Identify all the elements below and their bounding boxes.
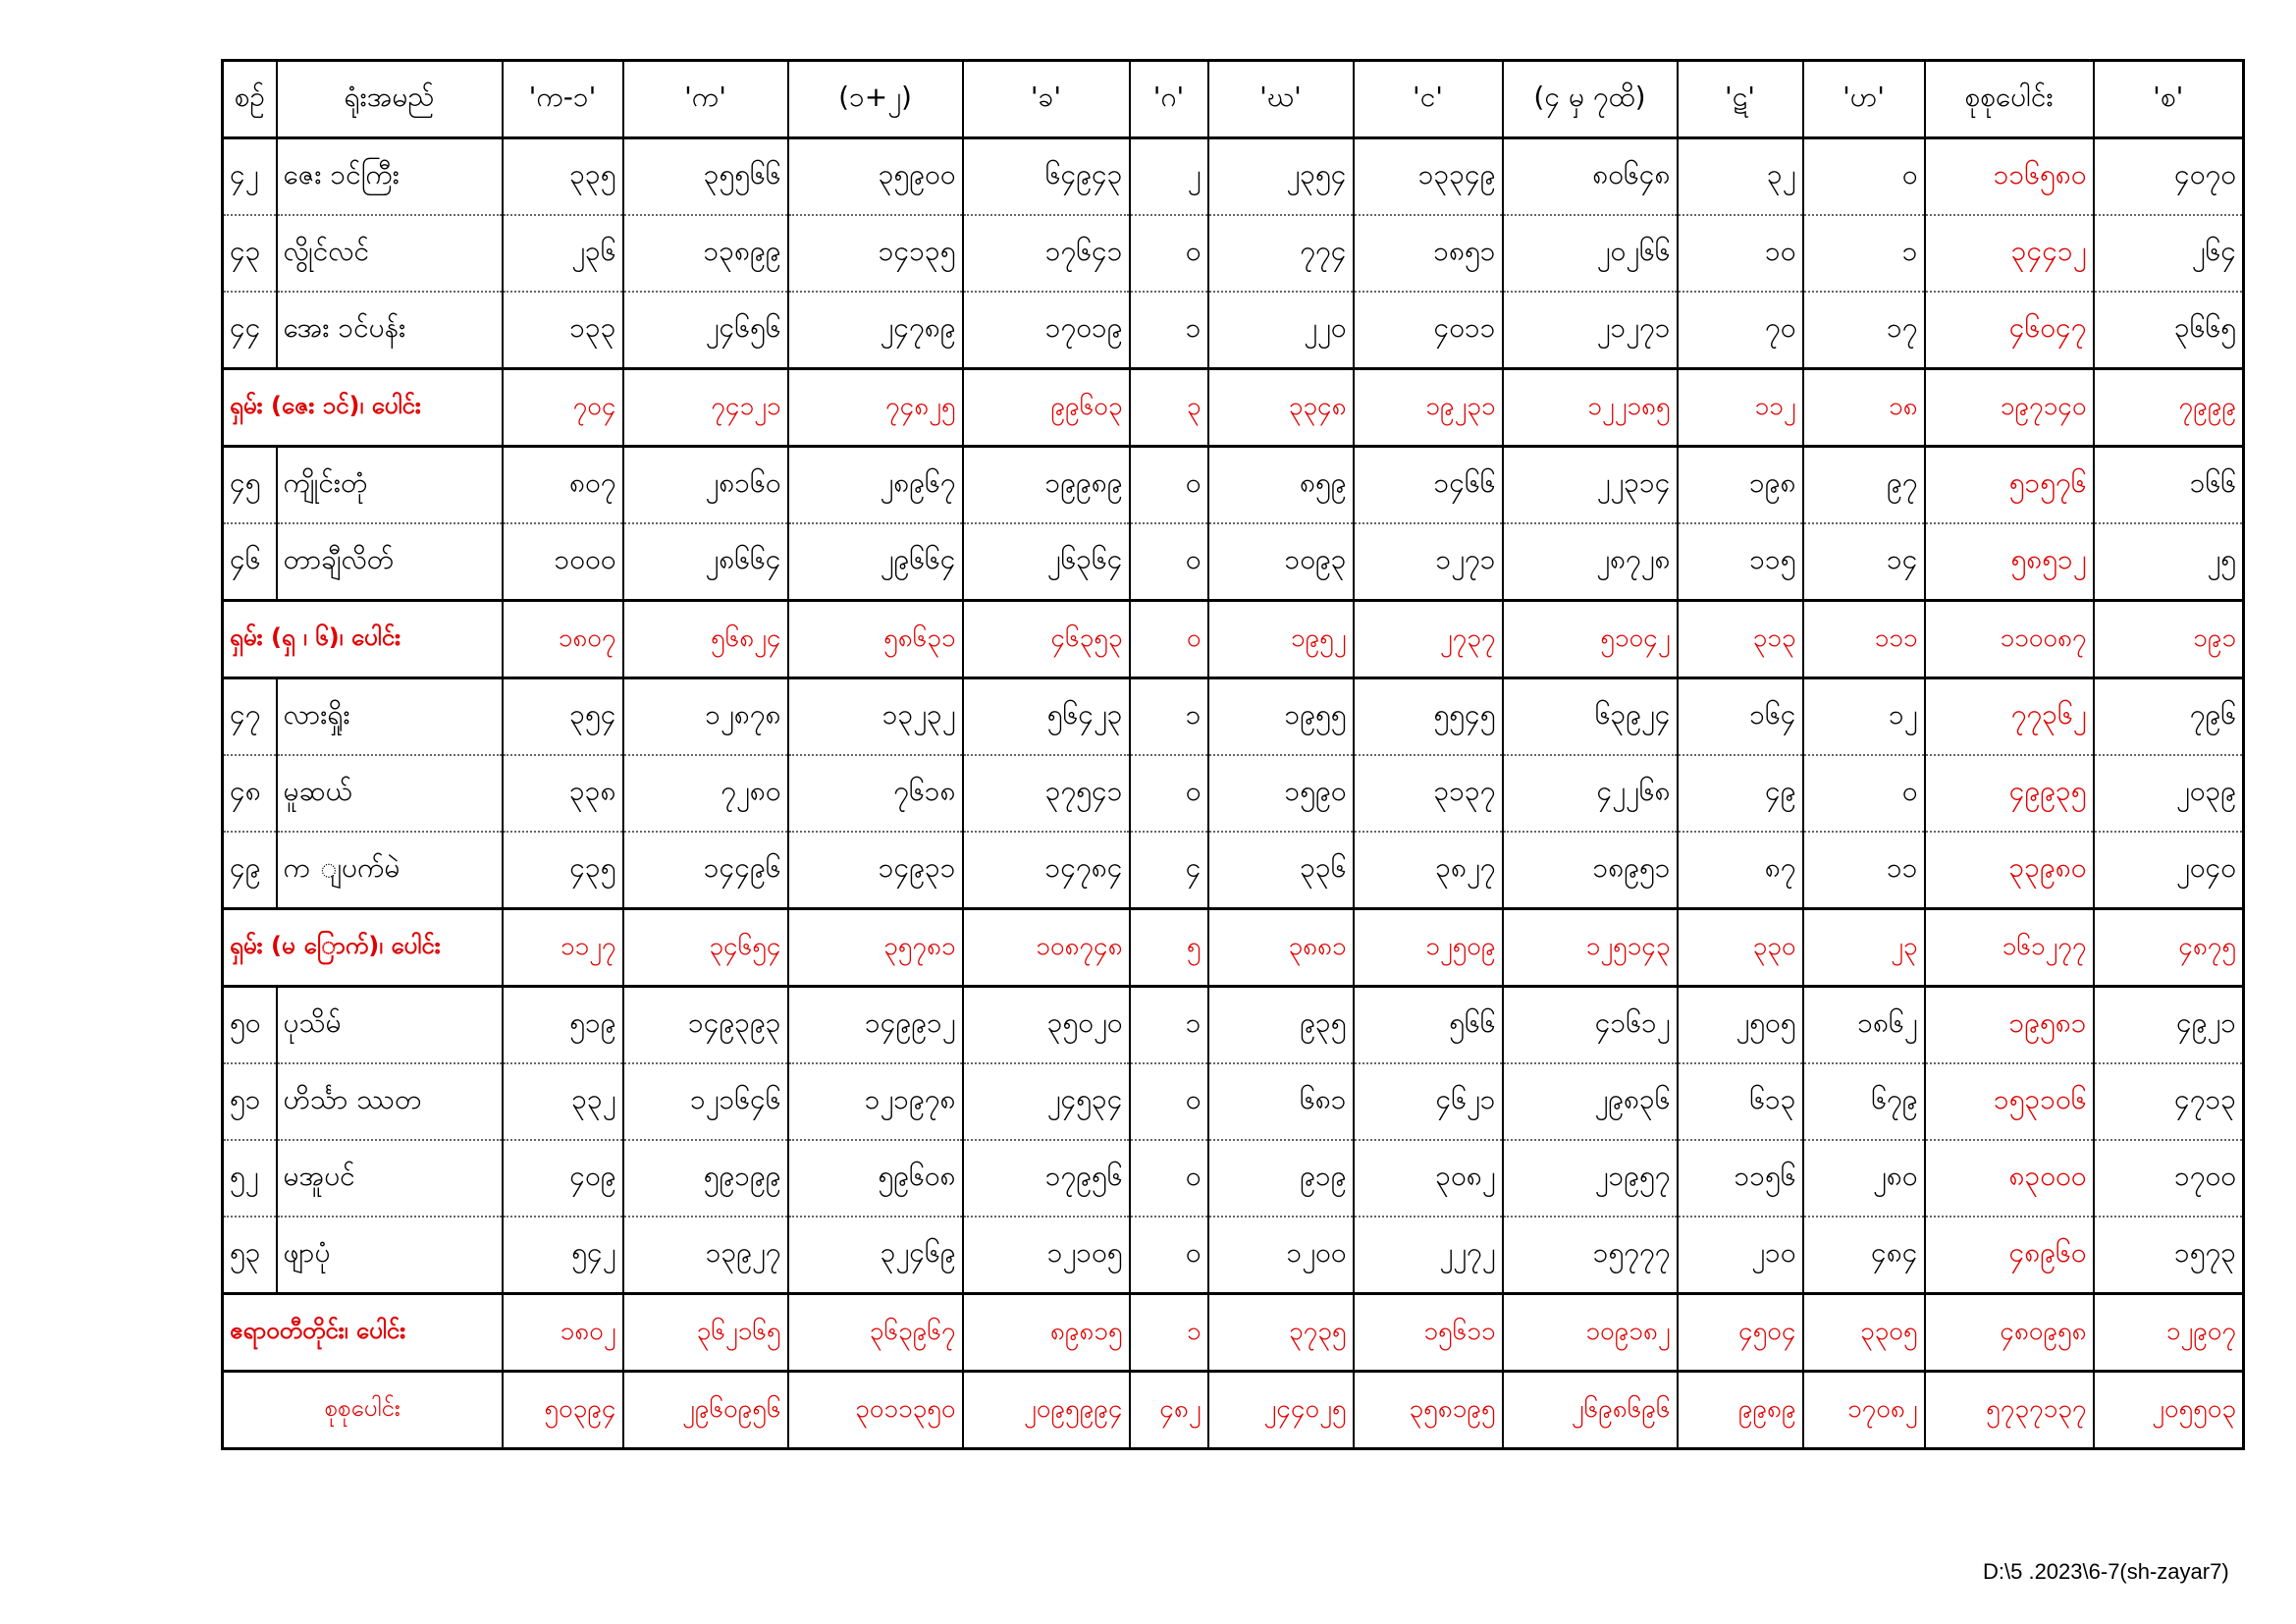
value-cell: ၁၂၅၀၉ <box>1354 909 1503 987</box>
value-cell: ၄၈၉၆၀ <box>1925 1217 2094 1294</box>
value-cell: ၁၈၆၂ <box>1803 987 1925 1064</box>
value-cell: ၁၈ <box>1803 369 1925 447</box>
value-cell: ၆၇၉ <box>1803 1063 1925 1140</box>
value-cell: ၇၄၁၂၁ <box>623 369 788 447</box>
value-cell: ၁၉၅၅ <box>1208 678 1354 756</box>
value-cell: ၄၉ <box>1678 755 1803 832</box>
value-cell: ၂၃၅၄ <box>1208 138 1354 216</box>
value-cell: ၂ <box>1130 138 1208 216</box>
value-cell: ၃၃၄၈ <box>1208 369 1354 447</box>
value-cell: ၃၈၈၁ <box>1208 909 1354 987</box>
value-cell: ၁၆၆ <box>2094 447 2244 524</box>
value-cell: ၁၁၂၇ <box>503 909 623 987</box>
office-name: မအူပင် <box>277 1140 503 1217</box>
value-cell: ၉၇ <box>1803 447 1925 524</box>
value-cell: ၀ <box>1130 755 1208 832</box>
value-cell: ၁၈၉၅၁ <box>1503 832 1678 909</box>
column-header: 'င' <box>1354 61 1503 138</box>
value-cell: ၁၀၉၁၈၂ <box>1503 1294 1678 1372</box>
office-name: တာချီလိတ် <box>277 523 503 601</box>
value-cell: ၁၅၇၃ <box>2094 1217 2244 1294</box>
value-cell: ၁၆၁၂၇၇ <box>1925 909 2094 987</box>
value-cell: ၁၂၀၀ <box>1208 1217 1354 1294</box>
office-name: မူဆယ် <box>277 755 503 832</box>
value-cell: ၅၁၅၇၆ <box>1925 447 2094 524</box>
value-cell: ၁၁၆၅၈၀ <box>1925 138 2094 216</box>
value-cell: ၁၀၀၀ <box>503 523 623 601</box>
value-cell: ၁၇၀၁၉ <box>963 292 1130 369</box>
value-cell: ၃၈၂၇ <box>1354 832 1503 909</box>
value-cell: ၅၆၈၂၄ <box>623 601 788 678</box>
value-cell: ၄၂၂၆၈ <box>1503 755 1678 832</box>
value-cell: ၆၄၉၄၃ <box>963 138 1130 216</box>
value-cell: ၈၀၇ <box>503 447 623 524</box>
value-cell: ၃၃၈ <box>503 755 623 832</box>
value-cell: ၉၉၈၉ <box>1678 1372 1803 1449</box>
value-cell: ၅၅၄၅ <box>1354 678 1503 756</box>
value-cell: ၈၅၉ <box>1208 447 1354 524</box>
value-cell: ၄၆၂၁ <box>1354 1063 1503 1140</box>
value-cell: ၈၇ <box>1678 832 1803 909</box>
grand-total-label: စုစုပေါင်း <box>223 1372 503 1449</box>
value-cell: ၂၈၇၂၈ <box>1503 523 1678 601</box>
value-cell: ၃၅၅၆၆ <box>623 138 788 216</box>
value-cell: ၆၁၃ <box>1678 1063 1803 1140</box>
table-row <box>223 678 2244 756</box>
value-cell: ၇၂၈၀ <box>623 755 788 832</box>
row-number: ၅၁ <box>223 1063 277 1140</box>
value-cell: ၄၉၂၁ <box>2094 987 2244 1064</box>
value-cell: ၁၂၇၁ <box>1354 523 1503 601</box>
value-cell: ၃၆၂၁၆၅ <box>623 1294 788 1372</box>
column-header: 'ဟ' <box>1803 61 1925 138</box>
value-cell: ၁၁ <box>1803 832 1925 909</box>
value-cell: ၁၄၉၉၁၂ <box>788 987 963 1064</box>
value-cell: ၁၃၉၂၇ <box>623 1217 788 1294</box>
subtotal-row <box>223 369 2244 447</box>
value-cell: ၁၀၉၃ <box>1208 523 1354 601</box>
value-cell: ၇၇၃၆၂ <box>1925 678 2094 756</box>
value-cell: ၁၅၆၁၁ <box>1354 1294 1503 1372</box>
value-cell: ၄၀၇၀ <box>2094 138 2244 216</box>
table-row <box>223 138 2244 216</box>
value-cell: ၇၉၆ <box>2094 678 2244 756</box>
value-cell: ၃၃၅ <box>503 138 623 216</box>
value-cell: ၂၀၃၉ <box>2094 755 2244 832</box>
value-cell: ၂၃၆ <box>503 215 623 292</box>
value-cell: ၂၆၉၈၆၉၆ <box>1503 1372 1678 1449</box>
value-cell: ၅၄၂ <box>503 1217 623 1294</box>
value-cell: ၃၆၆၅ <box>2094 292 2244 369</box>
value-cell: ၂၄၇၈၉ <box>788 292 963 369</box>
value-cell: ၃၃၀ <box>1678 909 1803 987</box>
column-header: 'စ' <box>2094 61 2244 138</box>
value-cell: ၁၄၄၉၆ <box>623 832 788 909</box>
value-cell: ၁၂၉၀၇ <box>2094 1294 2244 1372</box>
value-cell: ၄၆၀၄၇ <box>1925 292 2094 369</box>
value-cell: ၁၂၁၀၅ <box>963 1217 1130 1294</box>
value-cell: ၁ <box>1130 987 1208 1064</box>
value-cell: ၂၀၅၅၀၃ <box>2094 1372 2244 1449</box>
file-path-footer: D:\5 .2023\6-7(sh-zayar7) <box>1983 1559 2229 1584</box>
value-cell: ၉၃၅ <box>1208 987 1354 1064</box>
row-number: ၄၉ <box>223 832 277 909</box>
value-cell: ၁၅၃၁၀၆ <box>1925 1063 2094 1140</box>
value-cell: ၄၀၁၁ <box>1354 292 1503 369</box>
table-body <box>223 138 2244 1449</box>
value-cell: ၃၃၀၅ <box>1803 1294 1925 1372</box>
office-name: ဖျာပုံ <box>277 1217 503 1294</box>
office-name: လားရှိုး <box>277 678 503 756</box>
value-cell: ၅၉၆၀၈ <box>788 1140 963 1217</box>
value-cell: ၂၄၆၅၆ <box>623 292 788 369</box>
value-cell: ၆၈၁ <box>1208 1063 1354 1140</box>
value-cell: ၁၄၆၆ <box>1354 447 1503 524</box>
value-cell: ၄၇၁၃ <box>2094 1063 2244 1140</box>
value-cell: ၂၂၀ <box>1208 292 1354 369</box>
value-cell: ၁၇၆၄၁ <box>963 215 1130 292</box>
value-cell: ၅၈၅၁၂ <box>1925 523 2094 601</box>
column-header: (၄ မှ ၇ထိ) <box>1503 61 1678 138</box>
value-cell: ၀ <box>1130 1217 1208 1294</box>
value-cell: ၃၅၉၀၀ <box>788 138 963 216</box>
value-cell: ၄၈၀၉၅၈ <box>1925 1294 2094 1372</box>
value-cell: ၃၁၃ <box>1678 601 1803 678</box>
value-cell: ၉၉၆၀၃ <box>963 369 1130 447</box>
value-cell: ၇၇၄ <box>1208 215 1354 292</box>
value-cell: ၁၄၉၃၉၃ <box>623 987 788 1064</box>
value-cell: ၄၉၉၃၅ <box>1925 755 2094 832</box>
value-cell: ၇၀ <box>1678 292 1803 369</box>
value-cell: ၀ <box>1803 138 1925 216</box>
value-cell: ၃၇၃၅ <box>1208 1294 1354 1372</box>
value-cell: ၁၉၇၁၄၀ <box>1925 369 2094 447</box>
value-cell: ၃၃၉၈၀ <box>1925 832 2094 909</box>
column-header: စုစုပေါင်း <box>1925 61 2094 138</box>
value-cell: ၃၁၃၇ <box>1354 755 1503 832</box>
value-cell: ၁၉၉၈၉ <box>963 447 1130 524</box>
row-number: ၄၄ <box>223 292 277 369</box>
value-cell: ၂၈၀ <box>1803 1140 1925 1217</box>
value-cell: ၅၉၁၉၉ <box>623 1140 788 1217</box>
table-row <box>223 1217 2244 1294</box>
value-cell: ၄၀၉ <box>503 1140 623 1217</box>
row-number: ၄၅ <box>223 447 277 524</box>
value-cell: ၅၁၉ <box>503 987 623 1064</box>
column-header: 'က-၁' <box>503 61 623 138</box>
value-cell: ၅၈၆၃၁ <box>788 601 963 678</box>
value-cell: ၁၁၅ <box>1678 523 1803 601</box>
subtotal-row <box>223 1294 2244 1372</box>
table-row <box>223 292 2244 369</box>
column-header: 'က' <box>623 61 788 138</box>
value-cell: ၁၇၉၅၆ <box>963 1140 1130 1217</box>
value-cell: ၈၃၀၀၀ <box>1925 1140 2094 1217</box>
value-cell: ၂၅ <box>2094 523 2244 601</box>
office-name: လွိုင်လင် <box>277 215 503 292</box>
value-cell: ၁ <box>1130 292 1208 369</box>
value-cell: ၀ <box>1130 1140 1208 1217</box>
value-cell: ၁ <box>1130 1294 1208 1372</box>
value-cell: ၁၃၂၃၂ <box>788 678 963 756</box>
value-cell: ၂၃ <box>1803 909 1925 987</box>
grand-total-row <box>223 1372 2244 1449</box>
value-cell: ၁၁၅၆ <box>1678 1140 1803 1217</box>
value-cell: ၄၅၀၄ <box>1678 1294 1803 1372</box>
value-cell: ၁၂၁၉၇၈ <box>788 1063 963 1140</box>
value-cell: ၄၆၃၅၃ <box>963 601 1130 678</box>
column-header: 'ဂ' <box>1130 61 1208 138</box>
value-cell: ၁၂၁၆၄၆ <box>623 1063 788 1140</box>
value-cell: ၁၉၈ <box>1678 447 1803 524</box>
row-number: ၄၇ <box>223 678 277 756</box>
value-cell: ၂၅၀၅ <box>1678 987 1803 1064</box>
value-cell: ၁ <box>1803 215 1925 292</box>
value-cell: ၈၉၈၁၅ <box>963 1294 1130 1372</box>
value-cell: ၅၁၀၄၂ <box>1503 601 1678 678</box>
row-number: ၄၂ <box>223 138 277 216</box>
row-number: ၄၈ <box>223 755 277 832</box>
value-cell: ၂၁၉၅၇ <box>1503 1140 1678 1217</box>
value-cell: ၂၀၂၆၆ <box>1503 215 1678 292</box>
value-cell: ၁၂၈၇၈ <box>623 678 788 756</box>
office-name: အေး ၁င်ပန်း <box>277 292 503 369</box>
value-cell: ၁၄ <box>1803 523 1925 601</box>
value-cell: ၃၃၂ <box>503 1063 623 1140</box>
office-name: ပုသိမ် <box>277 987 503 1064</box>
column-header: 'ဃ' <box>1208 61 1354 138</box>
table-row <box>223 523 2244 601</box>
value-cell: ၄၈၇၅ <box>2094 909 2244 987</box>
row-number: ၅၂ <box>223 1140 277 1217</box>
value-cell: ၁၃၈၉၉ <box>623 215 788 292</box>
value-cell: ၃၅၇၈၁ <box>788 909 963 987</box>
value-cell: ၅၀၃၉၄ <box>503 1372 623 1449</box>
value-cell: ၁၁၁ <box>1803 601 1925 678</box>
office-name: ဇေး ၁င်ကြီး <box>277 138 503 216</box>
value-cell: ၃၄၆၅၄ <box>623 909 788 987</box>
value-cell: ၈၀၆၄၈ <box>1503 138 1678 216</box>
value-cell: ၅၆၆ <box>1354 987 1503 1064</box>
subtotal-row <box>223 909 2244 987</box>
value-cell: ၂၄၄၀၂၅ <box>1208 1372 1354 1449</box>
value-cell: ၃၂၄၆၉ <box>788 1217 963 1294</box>
value-cell: ၂၆၄ <box>2094 215 2244 292</box>
value-cell: ၄၁၆၁၂ <box>1503 987 1678 1064</box>
value-cell: ၁၃၃၄၉ <box>1354 138 1503 216</box>
table-row <box>223 1063 2244 1140</box>
value-cell: ၁၄၁၃၅ <box>788 215 963 292</box>
value-cell: ၂၁၀ <box>1678 1217 1803 1294</box>
value-cell: ၂၄၅၃၄ <box>963 1063 1130 1140</box>
value-cell: ၀ <box>1130 601 1208 678</box>
subtotal-label: ဧရာဝတီတိုင်း၊ ပေါင်း <box>223 1294 503 1372</box>
value-cell: ၇၀၄ <box>503 369 623 447</box>
value-cell: ၃၃၆ <box>1208 832 1354 909</box>
value-cell: ၇၉၉၉ <box>2094 369 2244 447</box>
value-cell: ၁၉၅၈၁ <box>1925 987 2094 1064</box>
value-cell: ၁၀၈၇၄၈ <box>963 909 1130 987</box>
value-cell: ၂၁၂၇၁ <box>1503 292 1678 369</box>
value-cell: ၂၂၇၂ <box>1354 1217 1503 1294</box>
office-name: က ျပက်မဲ <box>277 832 503 909</box>
value-cell: ၀ <box>1803 755 1925 832</box>
value-cell: ၂၀၄၀ <box>2094 832 2244 909</box>
value-cell: ၀ <box>1130 1063 1208 1140</box>
value-cell: ၁၈၅၁ <box>1354 215 1503 292</box>
value-cell: ၂၉၈၃၆ <box>1503 1063 1678 1140</box>
value-cell: ၂၈၆၆၄ <box>623 523 788 601</box>
value-cell: ၃၀၈၂ <box>1354 1140 1503 1217</box>
value-cell: ၄၃၅ <box>503 832 623 909</box>
table-row <box>223 755 2244 832</box>
table-row <box>223 1140 2244 1217</box>
value-cell: ၁၁၀၀၈၇ <box>1925 601 2094 678</box>
subtotal-row <box>223 601 2244 678</box>
office-name: ကျိုင်းတုံ <box>277 447 503 524</box>
value-cell: ၁၃၃ <box>503 292 623 369</box>
value-cell: ၅၇၃၇၁၃၇ <box>1925 1372 2094 1449</box>
value-cell: ၃၆၃၉၆၇ <box>788 1294 963 1372</box>
value-cell: ၃၂ <box>1678 138 1803 216</box>
column-header: 'ခ' <box>963 61 1130 138</box>
value-cell: ၄၈၄ <box>1803 1217 1925 1294</box>
value-cell: ၁၈၀၂ <box>503 1294 623 1372</box>
subtotal-label: ရှမ်း (ဇေး ၁င်)၊ ပေါင်း <box>223 369 503 447</box>
value-cell: ၃၅၀၂၀ <box>963 987 1130 1064</box>
value-cell: ၅၆၄၂၃ <box>963 678 1130 756</box>
value-cell: ၁၅၉၀ <box>1208 755 1354 832</box>
value-cell: ၁၄၉၃၁ <box>788 832 963 909</box>
row-number: ၄၃ <box>223 215 277 292</box>
value-cell: ၁၇ <box>1803 292 1925 369</box>
value-cell: ၃၄၄၁၂ <box>1925 215 2094 292</box>
table-row <box>223 447 2244 524</box>
value-cell: ၁၂ <box>1803 678 1925 756</box>
value-cell: ၁၅၇၇၇ <box>1503 1217 1678 1294</box>
value-cell: ၁၄၇၈၄ <box>963 832 1130 909</box>
value-cell: ၃ <box>1130 369 1208 447</box>
value-cell: ၃၅၈၁၉၅ <box>1354 1372 1503 1449</box>
value-cell: ၂၇၃၇ <box>1354 601 1503 678</box>
value-cell: ၂၀၉၅၉၉၄ <box>963 1372 1130 1449</box>
value-cell: ၅ <box>1130 909 1208 987</box>
office-name: ဟိင်္သာ ဿတ <box>277 1063 503 1140</box>
value-cell: ၃၅၄ <box>503 678 623 756</box>
value-cell: ၇၄၈၂၅ <box>788 369 963 447</box>
subtotal-label: ရှမ်း (ရှ ၊ ၆)၊ ပေါင်း <box>223 601 503 678</box>
value-cell: ၂၂၃၁၄ <box>1503 447 1678 524</box>
row-number: ၅၀ <box>223 987 277 1064</box>
value-cell: ၉၁၉ <box>1208 1140 1354 1217</box>
value-cell: ၁၉၁ <box>2094 601 2244 678</box>
value-cell: ၁၀ <box>1678 215 1803 292</box>
value-cell: ၀ <box>1130 215 1208 292</box>
value-cell: ၄ <box>1130 832 1208 909</box>
value-cell: ၁၈၀၇ <box>503 601 623 678</box>
table-row <box>223 832 2244 909</box>
value-cell: ၂၈၉၆၇ <box>788 447 963 524</box>
value-cell: ၇၆၁၈ <box>788 755 963 832</box>
value-cell: ၃၀၁၁၃၅၀ <box>788 1372 963 1449</box>
statistics-table <box>221 59 2245 1450</box>
value-cell: ၁၂၅၁၄၃ <box>1503 909 1678 987</box>
value-cell: ၆၃၉၂၄ <box>1503 678 1678 756</box>
value-cell: ၁၉၂၃၁ <box>1354 369 1503 447</box>
subtotal-label: ရှမ်း (မ ြောက်)၊ ပေါင်း <box>223 909 503 987</box>
value-cell: ၂၉၆၆၄ <box>788 523 963 601</box>
value-cell: ၁၇၀၈၂ <box>1803 1372 1925 1449</box>
value-cell: ၁ <box>1130 678 1208 756</box>
value-cell: ၃၇၅၄၁ <box>963 755 1130 832</box>
row-number: ၄၆ <box>223 523 277 601</box>
value-cell: ၂၈၁၆၀ <box>623 447 788 524</box>
column-header: (၁+၂) <box>788 61 963 138</box>
row-number: ၅၃ <box>223 1217 277 1294</box>
column-header: စဉ် <box>223 61 277 138</box>
value-cell: ၀ <box>1130 447 1208 524</box>
value-cell: ၀ <box>1130 523 1208 601</box>
value-cell: ၁၇၀၀ <box>2094 1140 2244 1217</box>
value-cell: ၂၉၆၀၉၅၆ <box>623 1372 788 1449</box>
column-header: ရုံးအမည် <box>277 61 503 138</box>
value-cell: ၄၈၂ <box>1130 1372 1208 1449</box>
value-cell: ၁၂၂၁၈၅ <box>1503 369 1678 447</box>
table-row <box>223 987 2244 1064</box>
value-cell: ၁၆၄ <box>1678 678 1803 756</box>
value-cell: ၂၆၃၆၄ <box>963 523 1130 601</box>
table-header-row <box>223 61 2244 138</box>
value-cell: ၁၁၂ <box>1678 369 1803 447</box>
column-header: 'ဋ' <box>1678 61 1803 138</box>
table-row <box>223 215 2244 292</box>
value-cell: ၁၉၅၂ <box>1208 601 1354 678</box>
